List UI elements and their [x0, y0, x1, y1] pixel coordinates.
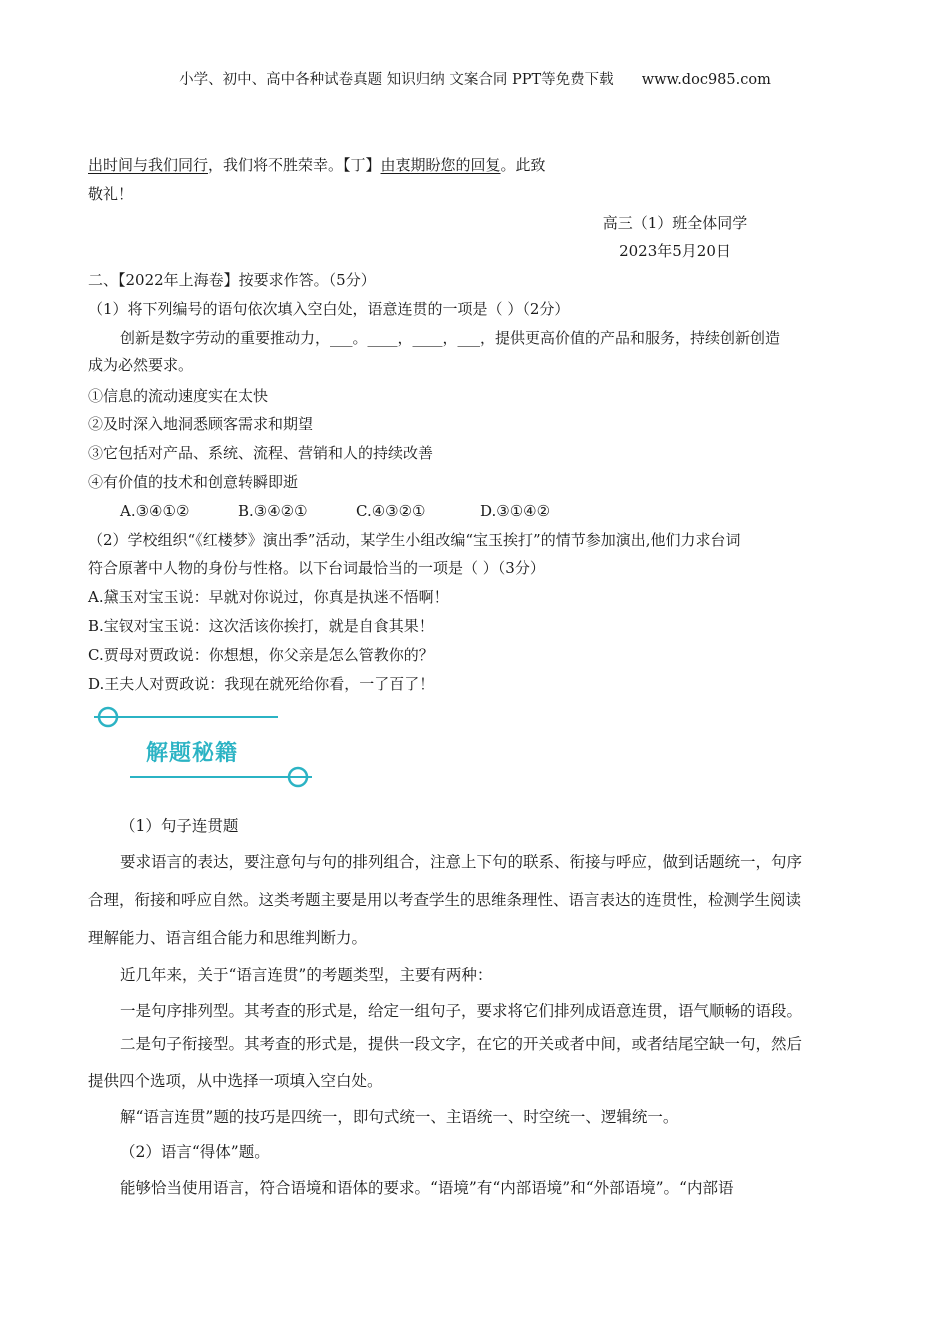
letter-line-1-mid: ，我们将不胜荣幸。【丁】 — [208, 156, 381, 174]
underlined-phrase-2: 由衷期盼您的回复 — [380, 156, 501, 174]
tips-para-1-line-1: 要求语言的表达，要注意句与句的排列组合，注意上下句的联系、衔接与呼应，做到话题统一，句序 — [120, 853, 803, 871]
tips-para-4-line-1: 二是句子衔接型。其考查的形式是，提供一段文字，在它的开关或者中间，或者结尾空缺一句，然后 — [120, 1035, 803, 1053]
page-header — [0, 70, 950, 90]
question-2-title: 二、【2022年上海卷】按要求作答。（5分） — [88, 271, 376, 289]
sentence-item-2: ②及时深入地洞悉顾客需求和期望 — [88, 415, 314, 433]
sub-question-2-option-b: B.宝钗对宝玉说：这次活该你挨打，就是自食其果！ — [88, 617, 434, 635]
banner-title: 解题秘籍 — [146, 741, 239, 766]
option-d: D.③①④② — [480, 502, 551, 520]
sub-question-1-text-a: 创新是数字劳动的重要推动力，___。____，____，___，提供更高价值的产品和服务，持续创新创造 — [120, 329, 781, 347]
sentence-item-1: ①信息的流动速度实在太快 — [88, 387, 269, 405]
tips-heading-2: （2）语言“得体”题。 — [120, 1143, 270, 1161]
letter-line-1-end: 。此致 — [500, 156, 546, 174]
option-a: A.③④①② — [120, 502, 190, 520]
tips-banner — [88, 700, 318, 795]
letter-closing: 敬礼！ — [88, 185, 134, 203]
answer-options-1 — [120, 501, 550, 521]
letter-line-1 — [88, 155, 546, 175]
tips-para-3: 一是句序排列型。其考查的形式是，给定一组句子，要求将它们排列成语意连贯，语气顺畅的语段。 — [120, 1002, 803, 1020]
tips-para-1-line-2: 合理，衔接和呼应自然。这类考题主要是用以考查学生的思维条理性、语言表达的连贯性，检测学生阅读 — [88, 891, 802, 909]
option-c: C.④③②① — [356, 502, 426, 520]
tips-para-5: 解“语言连贯”题的技巧是四统一，即句式统一、主语统一、时空统一、逻辑统一。 — [120, 1108, 679, 1126]
option-b: B.③④②① — [238, 502, 308, 520]
tips-para-1-line-3: 理解能力、语言组合能力和思维判断力。 — [88, 929, 368, 947]
sub-question-1-prompt: （1）将下列编号的语句依次填入空白处，语意连贯的一项是（ ）（2分） — [88, 300, 570, 318]
tips-heading-1: （1）句子连贯题 — [120, 817, 239, 835]
sentence-item-3: ③它包括对产品、系统、流程、营销和人的持续改善 — [88, 444, 434, 462]
letter-date: 2023年5月20日 — [619, 242, 731, 260]
sub-question-2-option-a: A.黛玉对宝玉说：早就对你说过，你真是执迷不悟啊！ — [88, 588, 449, 606]
sub-question-2-option-c: C.贾母对贾政说：你想想，你父亲是怎么管教你的？ — [88, 646, 434, 664]
header-site: www.doc985.com — [641, 72, 771, 88]
tips-para-2: 近几年来，关于“语言连贯”的考题类型，主要有两种： — [120, 966, 493, 984]
tips-para-6: 能够恰当使用语言，符合语境和语体的要求。“语境”有“内部语境”和“外部语境”。“内部语 — [120, 1179, 734, 1197]
letter-signature: 高三（1）班全体同学 — [602, 214, 748, 232]
sentence-item-4: ④有价值的技术和创意转瞬即逝 — [88, 473, 299, 491]
sub-question-2-prompt-a: （2）学校组织“《红楼梦》演出季”活动，某学生小组改编“宝玉挨打”的情节参加演出,他们力求台词 — [88, 531, 741, 549]
tips-para-4-line-2: 提供四个选项，从中选择一项填入空白处。 — [88, 1072, 383, 1090]
sub-question-2-prompt-b: 符合原著中人物的身份与性格。以下台词最恰当的一项是（ ）（3分） — [88, 559, 545, 577]
sub-question-2-option-d: D.王夫人对贾政说：我现在就死给你看，一了百了！ — [88, 675, 435, 693]
sub-question-1-text-b: 成为必然要求。 — [88, 356, 194, 374]
underlined-phrase-1: 出时间与我们同行 — [88, 156, 209, 174]
header-text: 小学、初中、高中各种试卷真题 知识归纳 文案合同 PPT等免费下载 — [179, 72, 614, 88]
